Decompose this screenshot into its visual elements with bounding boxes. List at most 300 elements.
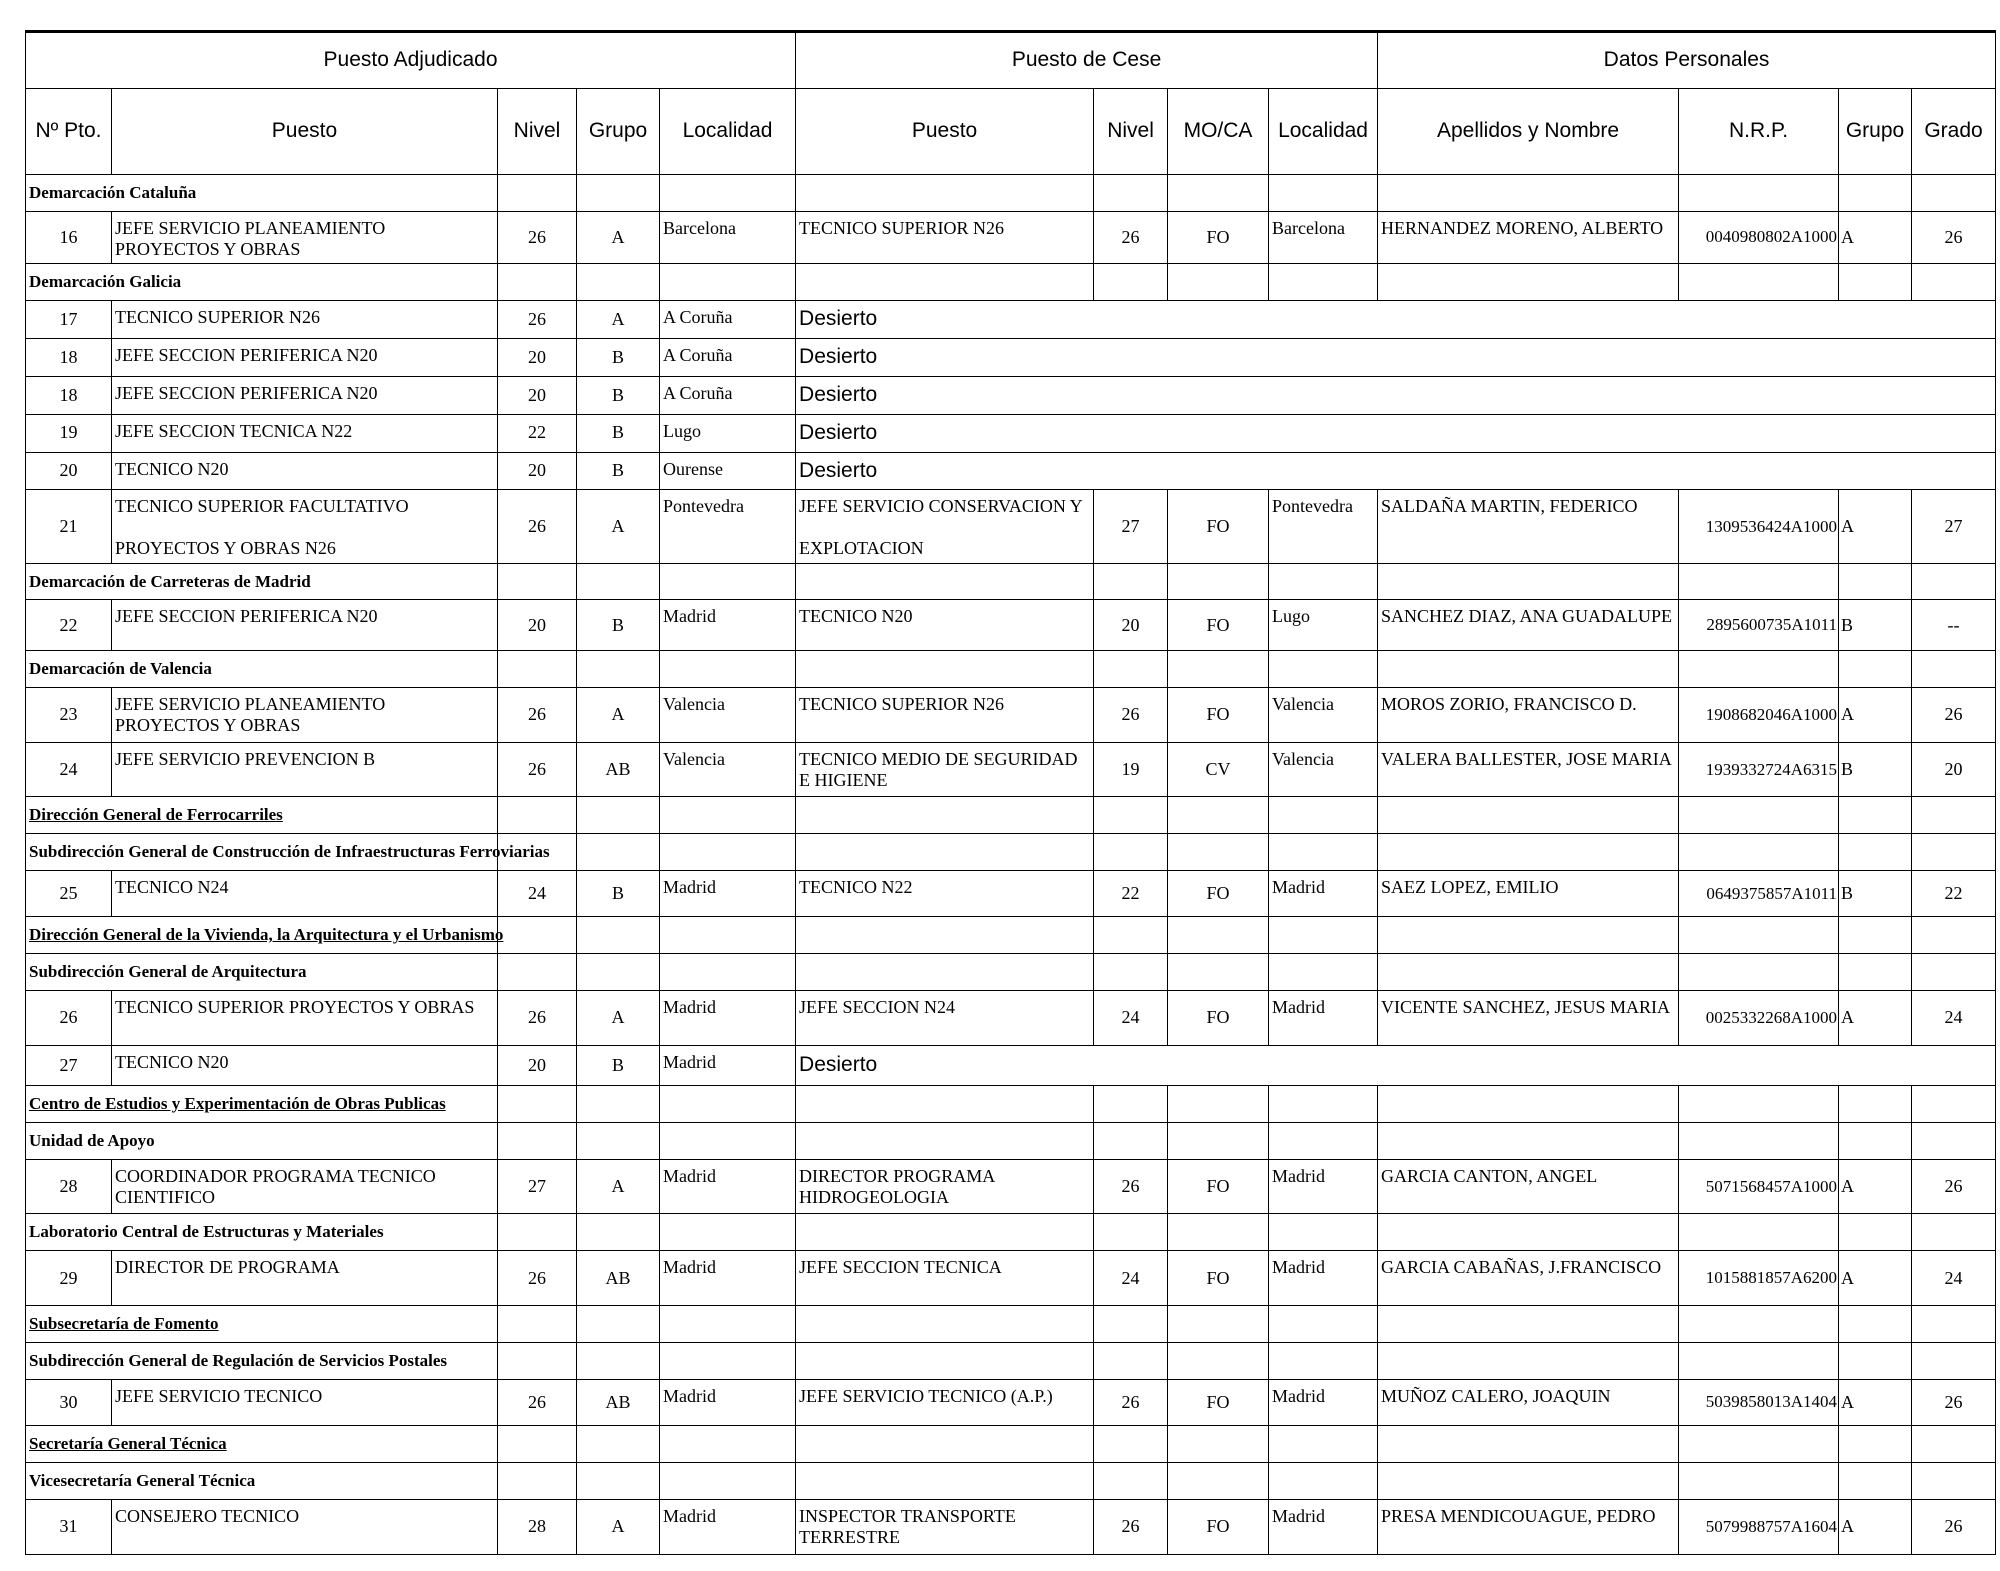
empty-cell xyxy=(1168,1122,1269,1159)
empty-cell xyxy=(1839,263,1912,300)
empty-cell xyxy=(1269,1214,1378,1251)
column-header-grupo: Grupo xyxy=(577,89,660,175)
cese-nivel-cell: 24 xyxy=(1094,991,1168,1046)
localidad-cell: Pontevedra xyxy=(660,490,796,563)
empty-cell xyxy=(1912,834,1996,871)
section-cell xyxy=(26,834,550,871)
cese-nivel-cell: 26 xyxy=(1094,1499,1168,1554)
empty-cell xyxy=(1269,563,1378,600)
empty-cell xyxy=(1378,175,1679,212)
npto-cell: 21 xyxy=(26,490,112,563)
empty-cell xyxy=(1168,1426,1269,1463)
empty-cell xyxy=(1839,563,1912,600)
empty-cell xyxy=(660,917,796,954)
cese-nivel-cell: 27 xyxy=(1094,490,1168,563)
empty-cell xyxy=(1912,954,1996,991)
nivel-cell: 20 xyxy=(498,338,577,376)
empty-cell xyxy=(1168,917,1269,954)
desierto-cell: Desierto xyxy=(796,300,1996,338)
empty-cell xyxy=(498,1463,577,1500)
nrp-cell: 5079988757A1604 xyxy=(1679,1499,1839,1554)
nrp-cell: 0649375857A1011 xyxy=(1679,871,1839,917)
nivel-cell: 20 xyxy=(498,452,577,490)
grupo-cell: B xyxy=(577,376,660,414)
moca-cell: FO xyxy=(1168,991,1269,1046)
npto-cell: 18 xyxy=(26,376,112,414)
personal-grupo-cell: B xyxy=(1839,742,1912,797)
nivel-cell: 27 xyxy=(498,1159,577,1214)
empty-cell xyxy=(1679,563,1839,600)
empty-cell xyxy=(577,1342,660,1379)
moca-cell: FO xyxy=(1168,1379,1269,1425)
table-row xyxy=(26,1379,1996,1425)
npto-cell: 30 xyxy=(26,1379,112,1425)
empty-cell xyxy=(1912,175,1996,212)
section-heading: Subdirección General de Construcción de Infraestructuras Ferroviarias xyxy=(29,842,550,862)
empty-cell xyxy=(796,175,1094,212)
empty-cell xyxy=(498,1214,577,1251)
empty-cell xyxy=(1912,1122,1996,1159)
section-cell xyxy=(26,651,498,688)
empty-cell xyxy=(1094,1463,1168,1500)
section-row xyxy=(26,1306,1996,1343)
grupo-cell: B xyxy=(577,1045,660,1085)
grupo-cell: AB xyxy=(577,742,660,797)
empty-cell xyxy=(577,1463,660,1500)
empty-cell xyxy=(1269,175,1378,212)
empty-cell xyxy=(1094,175,1168,212)
npto-cell: 26 xyxy=(26,991,112,1046)
empty-cell xyxy=(796,797,1094,834)
section-cell xyxy=(26,563,498,600)
column-header-nrp: N.R.P. xyxy=(1679,89,1839,175)
localidad-cell: Madrid xyxy=(660,600,796,651)
personal-grupo-cell: A xyxy=(1839,1499,1912,1554)
empty-cell xyxy=(1269,1342,1378,1379)
moca-cell: CV xyxy=(1168,742,1269,797)
section-heading-underlined: Subsecretaría de Fomento xyxy=(29,1314,219,1334)
cese-nivel-cell: 20 xyxy=(1094,600,1168,651)
section-row xyxy=(26,1342,1996,1379)
empty-cell xyxy=(660,175,796,212)
empty-cell xyxy=(498,1122,577,1159)
spacer xyxy=(799,518,1090,538)
section-cell xyxy=(26,797,498,834)
empty-cell xyxy=(498,1342,577,1379)
cese-puesto-cell: DIRECTOR PROGRAMA HIDROGEOLOGIA xyxy=(796,1159,1094,1214)
column-header-moca: MO/CA xyxy=(1168,89,1269,175)
localidad-cell: Valencia xyxy=(660,742,796,797)
empty-cell xyxy=(1839,175,1912,212)
empty-cell xyxy=(577,954,660,991)
section-row xyxy=(26,175,1996,212)
empty-cell xyxy=(1168,1086,1269,1123)
empty-cell xyxy=(1839,651,1912,688)
personal-grupo-cell: B xyxy=(1839,600,1912,651)
empty-cell xyxy=(1094,917,1168,954)
cese-localidad-cell: Pontevedra xyxy=(1269,490,1378,563)
cese-puesto-cell xyxy=(796,490,1094,563)
npto-cell: 17 xyxy=(26,300,112,338)
puesto-cell: JEFE SECCION PERIFERICA N20 xyxy=(112,600,498,651)
table-body xyxy=(26,175,1996,1555)
empty-cell xyxy=(1094,797,1168,834)
nombre-cell: PRESA MENDICOUAGUE, PEDRO xyxy=(1378,1499,1679,1554)
grado-cell: 26 xyxy=(1912,1379,1996,1425)
column-header-cese-puesto: Puesto xyxy=(796,89,1094,175)
group-header-personales: Datos Personales xyxy=(1378,32,1996,89)
nombre-cell: VALERA BALLESTER, JOSE MARIA xyxy=(1378,742,1679,797)
empty-cell xyxy=(1839,1214,1912,1251)
localidad-cell: A Coruña xyxy=(660,300,796,338)
empty-cell xyxy=(577,1306,660,1343)
cese-nivel-cell: 24 xyxy=(1094,1251,1168,1306)
empty-cell xyxy=(1094,834,1168,871)
empty-cell xyxy=(796,1463,1094,1500)
section-cell xyxy=(26,1214,498,1251)
empty-cell xyxy=(1168,834,1269,871)
grado-cell: 26 xyxy=(1912,211,1996,263)
empty-cell xyxy=(1378,263,1679,300)
puesto-cell: TECNICO SUPERIOR PROYECTOS Y OBRAS xyxy=(112,991,498,1046)
empty-cell xyxy=(1839,1122,1912,1159)
empty-cell xyxy=(577,651,660,688)
empty-cell xyxy=(1839,1306,1912,1343)
empty-cell xyxy=(796,1306,1094,1343)
table-row xyxy=(26,871,1996,917)
empty-cell xyxy=(660,1463,796,1500)
localidad-cell: Madrid xyxy=(660,871,796,917)
empty-cell xyxy=(1168,263,1269,300)
table-row-desierto xyxy=(26,452,1996,490)
nivel-cell: 26 xyxy=(498,991,577,1046)
column-header-personal-grupo: Grupo xyxy=(1839,89,1912,175)
localidad-cell: Ourense xyxy=(660,452,796,490)
empty-cell xyxy=(498,1306,577,1343)
cese-localidad-cell: Valencia xyxy=(1269,687,1378,742)
empty-cell xyxy=(498,954,577,991)
nivel-cell: 22 xyxy=(498,414,577,452)
grupo-cell: A xyxy=(577,300,660,338)
section-heading-underlined: Centro de Estudios y Experimentación de Obras Publicas xyxy=(29,1093,446,1113)
empty-cell xyxy=(1839,954,1912,991)
puesto-cell: TECNICO SUPERIOR N26 xyxy=(112,300,498,338)
empty-cell xyxy=(1679,1122,1839,1159)
cese-puesto-cell: JEFE SERVICIO TECNICO (A.P.) xyxy=(796,1379,1094,1425)
cese-puesto-line-1: JEFE SERVICIO CONSERVACION Y xyxy=(799,496,1083,517)
table-row xyxy=(26,490,1996,563)
empty-cell xyxy=(577,175,660,212)
section-heading: Demarcación de Carreteras de Madrid xyxy=(29,571,311,591)
personal-grupo-cell: A xyxy=(1839,211,1912,263)
section-row xyxy=(26,797,1996,834)
section-row xyxy=(26,1426,1996,1463)
cese-localidad-cell: Madrid xyxy=(1269,991,1378,1046)
empty-cell xyxy=(796,1214,1094,1251)
empty-cell xyxy=(498,1086,577,1123)
empty-cell xyxy=(1679,1426,1839,1463)
section-row xyxy=(26,917,1996,954)
npto-cell: 16 xyxy=(26,211,112,263)
nombre-cell: MUÑOZ CALERO, JOAQUIN xyxy=(1378,1379,1679,1425)
localidad-cell: Madrid xyxy=(660,1251,796,1306)
nombre-cell: SANCHEZ DIAZ, ANA GUADALUPE xyxy=(1378,600,1679,651)
desierto-cell: Desierto xyxy=(796,414,1996,452)
empty-cell xyxy=(577,263,660,300)
empty-cell xyxy=(577,834,660,871)
cese-localidad-cell: Madrid xyxy=(1269,871,1378,917)
cese-puesto-cell: TECNICO N22 xyxy=(796,871,1094,917)
empty-cell xyxy=(660,651,796,688)
nrp-cell: 1908682046A1000 xyxy=(1679,687,1839,742)
empty-cell xyxy=(1269,1306,1378,1343)
puesto-cell: JEFE SERVICIO TECNICO xyxy=(112,1379,498,1425)
localidad-cell: Madrid xyxy=(660,1045,796,1085)
empty-cell xyxy=(660,954,796,991)
nivel-cell: 20 xyxy=(498,600,577,651)
personal-grupo-cell: A xyxy=(1839,1251,1912,1306)
empty-cell xyxy=(1269,263,1378,300)
empty-cell xyxy=(660,797,796,834)
nivel-cell: 26 xyxy=(498,300,577,338)
table-row xyxy=(26,1159,1996,1214)
grado-cell: 24 xyxy=(1912,991,1996,1046)
table-header xyxy=(26,32,1996,175)
puesto-cell: TECNICO N24 xyxy=(112,871,498,917)
moca-cell: FO xyxy=(1168,687,1269,742)
empty-cell xyxy=(498,651,577,688)
section-row xyxy=(26,1086,1996,1123)
localidad-cell: Madrid xyxy=(660,991,796,1046)
cese-puesto-cell: JEFE SECCION TECNICA xyxy=(796,1251,1094,1306)
empty-cell xyxy=(1378,834,1679,871)
moca-cell: FO xyxy=(1168,1251,1269,1306)
nombre-cell: VICENTE SANCHEZ, JESUS MARIA xyxy=(1378,991,1679,1046)
column-header-cese-nivel: Nivel xyxy=(1094,89,1168,175)
table-row-desierto xyxy=(26,1045,1996,1085)
section-row xyxy=(26,954,1996,991)
empty-cell xyxy=(498,797,577,834)
empty-cell xyxy=(796,954,1094,991)
empty-cell xyxy=(1269,1122,1378,1159)
grupo-cell: A xyxy=(577,490,660,563)
cese-nivel-cell: 19 xyxy=(1094,742,1168,797)
empty-cell xyxy=(577,563,660,600)
empty-cell xyxy=(1094,263,1168,300)
moca-cell: FO xyxy=(1168,1499,1269,1554)
nivel-cell: 26 xyxy=(498,1379,577,1425)
puesto-cell: JEFE SECCION PERIFERICA N20 xyxy=(112,376,498,414)
nrp-cell: 5071568457A1000 xyxy=(1679,1159,1839,1214)
empty-cell xyxy=(1094,1214,1168,1251)
empty-cell xyxy=(1912,1463,1996,1500)
group-header-adjudicado: Puesto Adjudicado xyxy=(26,32,796,89)
empty-cell xyxy=(796,917,1094,954)
section-cell xyxy=(26,1306,498,1343)
section-row xyxy=(26,563,1996,600)
puesto-cell: COORDINADOR PROGRAMA TECNICO CIENTIFICO xyxy=(112,1159,498,1214)
empty-cell xyxy=(498,917,577,954)
localidad-cell: A Coruña xyxy=(660,338,796,376)
localidad-cell: Madrid xyxy=(660,1159,796,1214)
empty-cell xyxy=(1094,954,1168,991)
empty-cell xyxy=(577,1122,660,1159)
empty-cell xyxy=(796,1426,1094,1463)
localidad-cell: Barcelona xyxy=(660,211,796,263)
puesto-cell: DIRECTOR DE PROGRAMA xyxy=(112,1251,498,1306)
cese-puesto-cell: TECNICO SUPERIOR N26 xyxy=(796,211,1094,263)
grupo-cell: B xyxy=(577,600,660,651)
table-row xyxy=(26,687,1996,742)
empty-cell xyxy=(1839,797,1912,834)
table-row xyxy=(26,991,1996,1046)
nivel-cell: 20 xyxy=(498,1045,577,1085)
grado-cell: 22 xyxy=(1912,871,1996,917)
section-heading: Demarcación de Valencia xyxy=(29,658,212,678)
empty-cell xyxy=(1378,954,1679,991)
cese-nivel-cell: 22 xyxy=(1094,871,1168,917)
assignments-table xyxy=(25,30,1996,1555)
empty-cell xyxy=(1679,1342,1839,1379)
desierto-cell: Desierto xyxy=(796,376,1996,414)
empty-cell xyxy=(1269,1463,1378,1500)
empty-cell xyxy=(1839,1463,1912,1500)
empty-cell xyxy=(1679,1086,1839,1123)
empty-cell xyxy=(1912,651,1996,688)
table-row xyxy=(26,600,1996,651)
cese-nivel-cell: 26 xyxy=(1094,687,1168,742)
nombre-cell: SALDAÑA MARTIN, FEDERICO xyxy=(1378,490,1679,563)
moca-cell: FO xyxy=(1168,871,1269,917)
cese-localidad-cell: Lugo xyxy=(1269,600,1378,651)
nrp-cell: 1309536424A1000 xyxy=(1679,490,1839,563)
column-header-puesto: Puesto xyxy=(112,89,498,175)
empty-cell xyxy=(796,563,1094,600)
spacer xyxy=(115,518,494,538)
empty-cell xyxy=(1378,651,1679,688)
puesto-cell: JEFE SERVICIO PLANEAMIENTO PROYECTOS Y OBRAS xyxy=(112,211,498,263)
empty-cell xyxy=(796,1086,1094,1123)
empty-cell xyxy=(1839,1086,1912,1123)
section-row xyxy=(26,1463,1996,1500)
npto-cell: 28 xyxy=(26,1159,112,1214)
section-heading: Vicesecretaría General Técnica xyxy=(29,1470,256,1490)
grado-cell: -- xyxy=(1912,600,1996,651)
empty-cell xyxy=(1168,651,1269,688)
personal-grupo-cell: A xyxy=(1839,991,1912,1046)
empty-cell xyxy=(1912,1426,1996,1463)
npto-cell: 23 xyxy=(26,687,112,742)
empty-cell xyxy=(1378,1463,1679,1500)
nivel-cell: 20 xyxy=(498,376,577,414)
empty-cell xyxy=(1912,1214,1996,1251)
nombre-cell: SAEZ LOPEZ, EMILIO xyxy=(1378,871,1679,917)
empty-cell xyxy=(660,1342,796,1379)
section-cell xyxy=(26,917,504,954)
personal-grupo-cell: B xyxy=(1839,871,1912,917)
empty-cell xyxy=(1912,1306,1996,1343)
empty-cell xyxy=(1269,1086,1378,1123)
grupo-cell: A xyxy=(577,211,660,263)
cese-puesto-cell: TECNICO N20 xyxy=(796,600,1094,651)
empty-cell xyxy=(1912,1086,1996,1123)
nombre-cell: HERNANDEZ MORENO, ALBERTO xyxy=(1378,211,1679,263)
nivel-cell: 28 xyxy=(498,1499,577,1554)
empty-cell xyxy=(1679,917,1839,954)
column-header-grado: Grado xyxy=(1912,89,1996,175)
desierto-cell: Desierto xyxy=(796,338,1996,376)
section-row xyxy=(26,651,1996,688)
empty-cell xyxy=(660,263,796,300)
empty-cell xyxy=(1378,1426,1679,1463)
grupo-cell: B xyxy=(577,414,660,452)
empty-cell xyxy=(1679,954,1839,991)
empty-cell xyxy=(1094,1426,1168,1463)
empty-cell xyxy=(498,175,577,212)
empty-cell xyxy=(498,563,577,600)
column-header-nombre: Apellidos y Nombre xyxy=(1378,89,1679,175)
empty-cell xyxy=(1839,834,1912,871)
empty-cell xyxy=(1679,1214,1839,1251)
empty-cell xyxy=(1839,1342,1912,1379)
cese-nivel-cell: 26 xyxy=(1094,211,1168,263)
empty-cell xyxy=(1168,175,1269,212)
section-heading: Demarcación Cataluña xyxy=(29,182,197,202)
empty-cell xyxy=(1378,1214,1679,1251)
nombre-cell: MOROS ZORIO, FRANCISCO D. xyxy=(1378,687,1679,742)
section-cell xyxy=(26,1463,498,1500)
nrp-cell: 0040980802A1000 xyxy=(1679,211,1839,263)
personal-grupo-cell: A xyxy=(1839,1379,1912,1425)
nrp-cell: 0025332268A1000 xyxy=(1679,991,1839,1046)
nivel-cell: 26 xyxy=(498,1251,577,1306)
grupo-cell: A xyxy=(577,1159,660,1214)
table-row-desierto xyxy=(26,338,1996,376)
empty-cell xyxy=(1168,954,1269,991)
cese-puesto-cell: INSPECTOR TRANSPORTE TERRESTRE xyxy=(796,1499,1094,1554)
npto-cell: 25 xyxy=(26,871,112,917)
empty-cell xyxy=(1269,797,1378,834)
cese-puesto-line-2: EXPLOTACION xyxy=(799,537,924,558)
column-header-cese-localidad: Localidad xyxy=(1269,89,1378,175)
grupo-cell: A xyxy=(577,687,660,742)
nivel-cell: 26 xyxy=(498,687,577,742)
npto-cell: 22 xyxy=(26,600,112,651)
puesto-cell: JEFE SECCION PERIFERICA N20 xyxy=(112,338,498,376)
empty-cell xyxy=(660,1122,796,1159)
grupo-cell: A xyxy=(577,991,660,1046)
empty-cell xyxy=(1378,1086,1679,1123)
empty-cell xyxy=(660,1426,796,1463)
nombre-cell: GARCIA CANTON, ANGEL xyxy=(1378,1159,1679,1214)
empty-cell xyxy=(1679,175,1839,212)
empty-cell xyxy=(1168,1306,1269,1343)
localidad-cell: Madrid xyxy=(660,1499,796,1554)
nivel-cell: 24 xyxy=(498,871,577,917)
section-heading: Subdirección General de Regulación de Servicios Postales xyxy=(29,1350,448,1370)
section-row xyxy=(26,834,1996,871)
section-row xyxy=(26,1214,1996,1251)
npto-cell: 31 xyxy=(26,1499,112,1554)
nivel-cell: 26 xyxy=(498,742,577,797)
cese-puesto-cell: JEFE SECCION N24 xyxy=(796,991,1094,1046)
section-heading: Demarcación Galicia xyxy=(29,271,182,291)
nrp-cell: 5039858013A1404 xyxy=(1679,1379,1839,1425)
empty-cell xyxy=(577,1214,660,1251)
puesto-cell: JEFE SECCION TECNICA N22 xyxy=(112,414,498,452)
empty-cell xyxy=(1679,651,1839,688)
empty-cell xyxy=(577,917,660,954)
